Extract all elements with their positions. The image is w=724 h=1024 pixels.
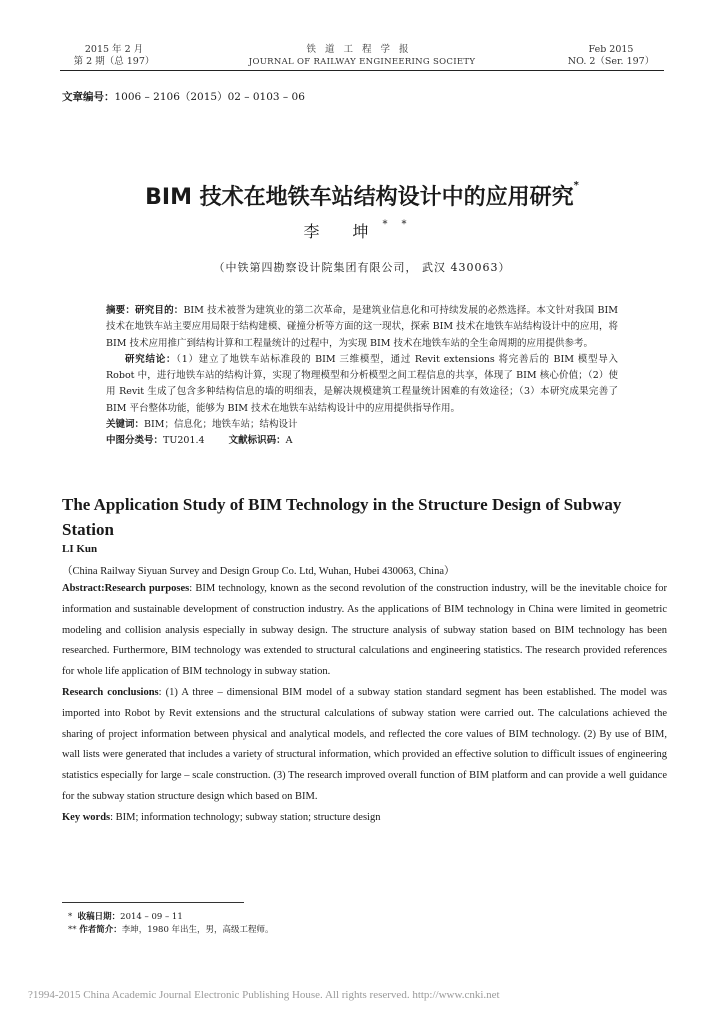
article-number (62, 89, 305, 104)
classification-cn (106, 433, 618, 449)
header-issue (66, 44, 162, 68)
abstract-en-conclusion-label: Research conclusions (62, 686, 159, 698)
keywords-cn (106, 417, 618, 433)
author-cn-name: 李 坤 (303, 222, 383, 241)
footnotes (68, 911, 274, 936)
footnote-label: 收稿日期： (77, 912, 121, 922)
footnote-text: 李坤，1980 年出生，男，高级工程师。 (121, 924, 274, 935)
abstract-cn-purpose (106, 303, 618, 352)
abstract-cn-conclusion-label: 研究结论： (125, 353, 177, 365)
footnote-mark: * (68, 912, 73, 922)
abstract-en (62, 579, 667, 829)
keywords-en (62, 808, 667, 829)
author-en: LI Kun (62, 543, 98, 555)
title-cn-footnote-mark: * (573, 180, 579, 191)
journal-name-cn: 铁道工程学报 (306, 44, 418, 55)
abstract-cn-purpose-label: 研究目的： (135, 305, 184, 316)
abstract-en-conclusion (62, 683, 667, 808)
abstract-en-conclusion-text: : (1) A three – dimensional BIM model of a subway station standard segment has been established. The model was imported into Robot by Revit extensions and the structural calculations of subway station were carried out. The calculations achieved the sharing of project information between physical and analytical models, and reflected the core values of BIM technology. (2) By use of BIM, wall lists were generated that includes a variety of structural information, which provided an effective solution to difficult issues of engineering statistics especially for large – scale construction. (3) The research improved overall function of BIM platform and can provide a well guidance for the subway station structure design which based on BIM. (62, 686, 667, 802)
abstract-cn-purpose-text: BIM 技术被誉为建筑业的第二次革命，是建筑业信息化和可持续发展的必然选择。本文针对我国 BIM 技术在地铁车站主要应用局限于结构建模、碰撞分析等方面的这一现状，探索 BIM 技术在地铁车站结构设计中的应用，将 BIM 技术应用推广到结构计算和工程量统计的过程中，为实现 BIM 技术在地铁车站的全生命周期的应用提供参考。 (106, 305, 618, 349)
keywords-cn-label: 关键词： (106, 419, 145, 431)
footnote-text: 2014 – 09 – 11 (120, 912, 183, 922)
clc-value: TU201.4 (163, 435, 205, 447)
keywords-cn-text: BIM；信息化；地铁车站；结构设计 (144, 419, 298, 431)
title-cn-text: BIM 技术在地铁车站结构设计中的应用研究 (145, 185, 574, 210)
keywords-en-label: Key words (62, 811, 111, 823)
footnote-label: 作者简介： (79, 924, 122, 935)
article-number-value: 1006 – 2106（2015）02 – 0103 – 06 (114, 91, 305, 103)
author-cn (0, 219, 724, 242)
abstract-cn-conclusion-text: （1）建立了地铁车站标准段的 BIM 三维模型，通过 Revit extensions 将完善后的 BIM 模型导入 Robot 中，进行地铁车站的结构计算，实现了物理模型和分析模型之间工程信息的共享，体现了 BIM 核心价值；（2）使用 Revit 生成了包含多种结构信息的墙的明细表，是解决规模建筑工程量统计困难的有效途径；（3）本研究成果完善了 BIM 平台整体功能，能够为 BIM 技术在地铁车站结构设计中的应用提供指导作用。 (106, 353, 618, 414)
footnote-received (68, 911, 274, 924)
doc-code-value: A (285, 435, 293, 447)
title-en: The Application Study of BIM Technology in the Structure Design of Subway Station (62, 495, 622, 539)
header-issue-en (566, 44, 656, 68)
affiliation-en: （China Railway Siyuan Survey and Design Group Co. Ltd, Wuhan, Hubei 430063, China） (62, 566, 455, 577)
abstract-cn-label: 摘要： (106, 305, 136, 316)
abstract-en-label: Abstract: (62, 583, 105, 594)
abstract-cn (106, 303, 618, 450)
doc-code-label: 文献标识码： (228, 435, 286, 447)
journal-name-en: JOURNAL OF RAILWAY ENGINEERING SOCIETY (248, 57, 476, 67)
affiliation-cn: （中铁第四勘察设计院集团有限公司， 武汉 430063） (213, 261, 511, 274)
clc-label: 中图分类号： (106, 435, 164, 447)
author-cn-footnote-mark: ** (382, 219, 421, 230)
keywords-en-text: : BIM; information technology; subway station; structure design (110, 811, 381, 823)
abstract-en-purpose-text: : BIM technology, known as the second revolution of the construction industry, will be the inevitable choice for information and sustainable development of construction industry. As the applications of BIM technology in China were limited in geometric modeling and collision analysis especially in subway design. The structure analysis of subway station based on BIM technology has been researched. Furthermore, BIM technology was extended to structural calculations and engineering statistics. The research provided references for whole life application of BIM technology in subway station. (62, 583, 667, 678)
header-divider (60, 70, 664, 71)
footnote-author (68, 924, 274, 937)
abstract-en-purpose-label: Research purposes (104, 583, 190, 594)
abstract-cn-conclusion (106, 352, 618, 417)
abstract-en-purpose (62, 579, 667, 683)
footnote-divider (62, 902, 244, 903)
header-date-en: Feb 2015 (588, 44, 634, 55)
header-issue-number: 第 2 期（总 197） (73, 56, 155, 67)
header-date: 2015 年 2 月 (84, 44, 144, 55)
article-number-label: 文章编号： (62, 91, 115, 103)
header-issue-number-en: NO. 2（Ser. 197） (567, 56, 655, 67)
footnote-mark: ** (68, 924, 77, 935)
title-cn (0, 180, 724, 211)
copyright-notice: ?1994-2015 China Academic Journal Electronic Publishing House. All rights reserved. http://www.cnki.net (28, 989, 500, 1001)
header-journal (200, 44, 524, 68)
